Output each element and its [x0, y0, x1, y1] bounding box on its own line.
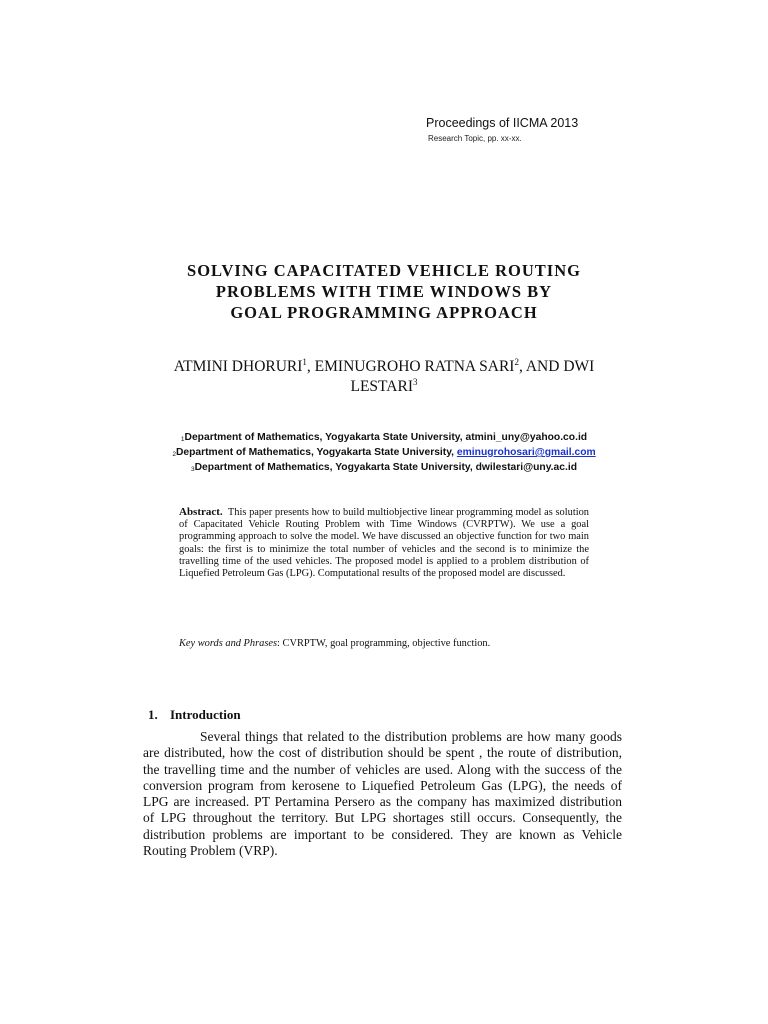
paragraph-line: LPG are increased. PT Pertamina Persero as the company has maximized distribution [143, 794, 622, 810]
affiliation-number: 1 [180, 436, 185, 443]
author-name: EMINUGROHO RATNA SARI [314, 358, 515, 375]
affiliation-text: Department of Mathematics, Yogyakarta State University, dwilestari@uny.ac.id [194, 462, 577, 473]
author-name: LESTARI [350, 378, 413, 395]
keywords-label: Key words and Phrases [179, 638, 278, 649]
keywords-block [179, 638, 599, 649]
author-line-1 [84, 357, 684, 377]
title-line: PROBLEMS WITH TIME WINDOWS BY [215, 282, 553, 301]
abstract-label: Abstract. [179, 506, 223, 518]
email-link[interactable]: eminugrohosari@gmail.com [456, 447, 596, 458]
author-name: ATMINI DHORURI [173, 358, 303, 375]
author-affiliation-mark: 1 [302, 356, 307, 367]
section-heading [148, 707, 241, 723]
author-affiliation-mark: 3 [412, 376, 418, 387]
affiliation-number: 3 [191, 466, 195, 473]
abstract-block [179, 506, 589, 580]
paragraph-line: the travelling time and the number of vehicles are used. Along with the success of the [143, 761, 622, 777]
affiliation-line [84, 446, 684, 461]
proceedings-header: Proceedings of IICMA 2013 [426, 116, 579, 130]
title-line: GOAL PROGRAMMING APPROACH [230, 303, 538, 322]
affiliation-list [84, 431, 684, 476]
keywords-text: : CVRPTW, goal programming, objective function. [277, 638, 491, 649]
paragraph-line: are distributed, how the cost of distribution should be spent , the route of distribution, [143, 745, 622, 761]
paragraph-line: Routing Problem (VRP). [143, 843, 278, 859]
affiliation-text: Department of Mathematics, Yogyakarta State University, atmini_uny@yahoo.co.id [184, 432, 588, 443]
author-line-2 [84, 377, 684, 397]
paragraph-line: of LPG throughout the territory. But LPG shortages still occurs. Consequently, the [143, 810, 622, 826]
affiliation-text: Department of Mathematics, Yogyakarta State University, [175, 447, 457, 458]
affiliation-line [84, 431, 684, 446]
section-number: 1. [148, 707, 158, 722]
author-affiliation-mark: 2 [514, 356, 519, 367]
affiliation-number: 2 [172, 451, 176, 458]
section-title: Introduction [170, 707, 241, 722]
paragraph-line: conversion program from kerosene to Liquefied Petroleum Gas (LPG), the needs of [143, 777, 622, 793]
introduction-paragraph [143, 729, 622, 859]
author-separator: , AND DWI [518, 358, 595, 375]
paragraph-line: Several things that related to the distribution problems are how many goods [200, 729, 622, 744]
affiliation-line [84, 461, 684, 476]
paragraph-line: distribution problems are important to be considered. They are known as Vehicle [143, 826, 622, 842]
abstract-text: This paper presents how to build multiobjective linear programming model as solution of Capacitated Vehicle Routing Problem with Time Windows (CVRPTW). We use a goal programming approach to solve the model. We have discussed an objective function for two main goals: the first is to minimize the total number of vehicles and the second is to minimize the travelling time of the used vehicles. The proposed model is applied to a problem distribution of Liquefied Petroleum Gas (LPG). Computational results of the proposed model are discussed. [179, 507, 589, 580]
proceedings-subline: Research Topic, pp. xx-xx. [428, 134, 522, 143]
author-list [84, 357, 684, 397]
paper-title [84, 260, 684, 323]
title-line: SOLVING CAPACITATED VEHICLE ROUTING [187, 261, 581, 280]
author-separator: , [306, 358, 315, 375]
